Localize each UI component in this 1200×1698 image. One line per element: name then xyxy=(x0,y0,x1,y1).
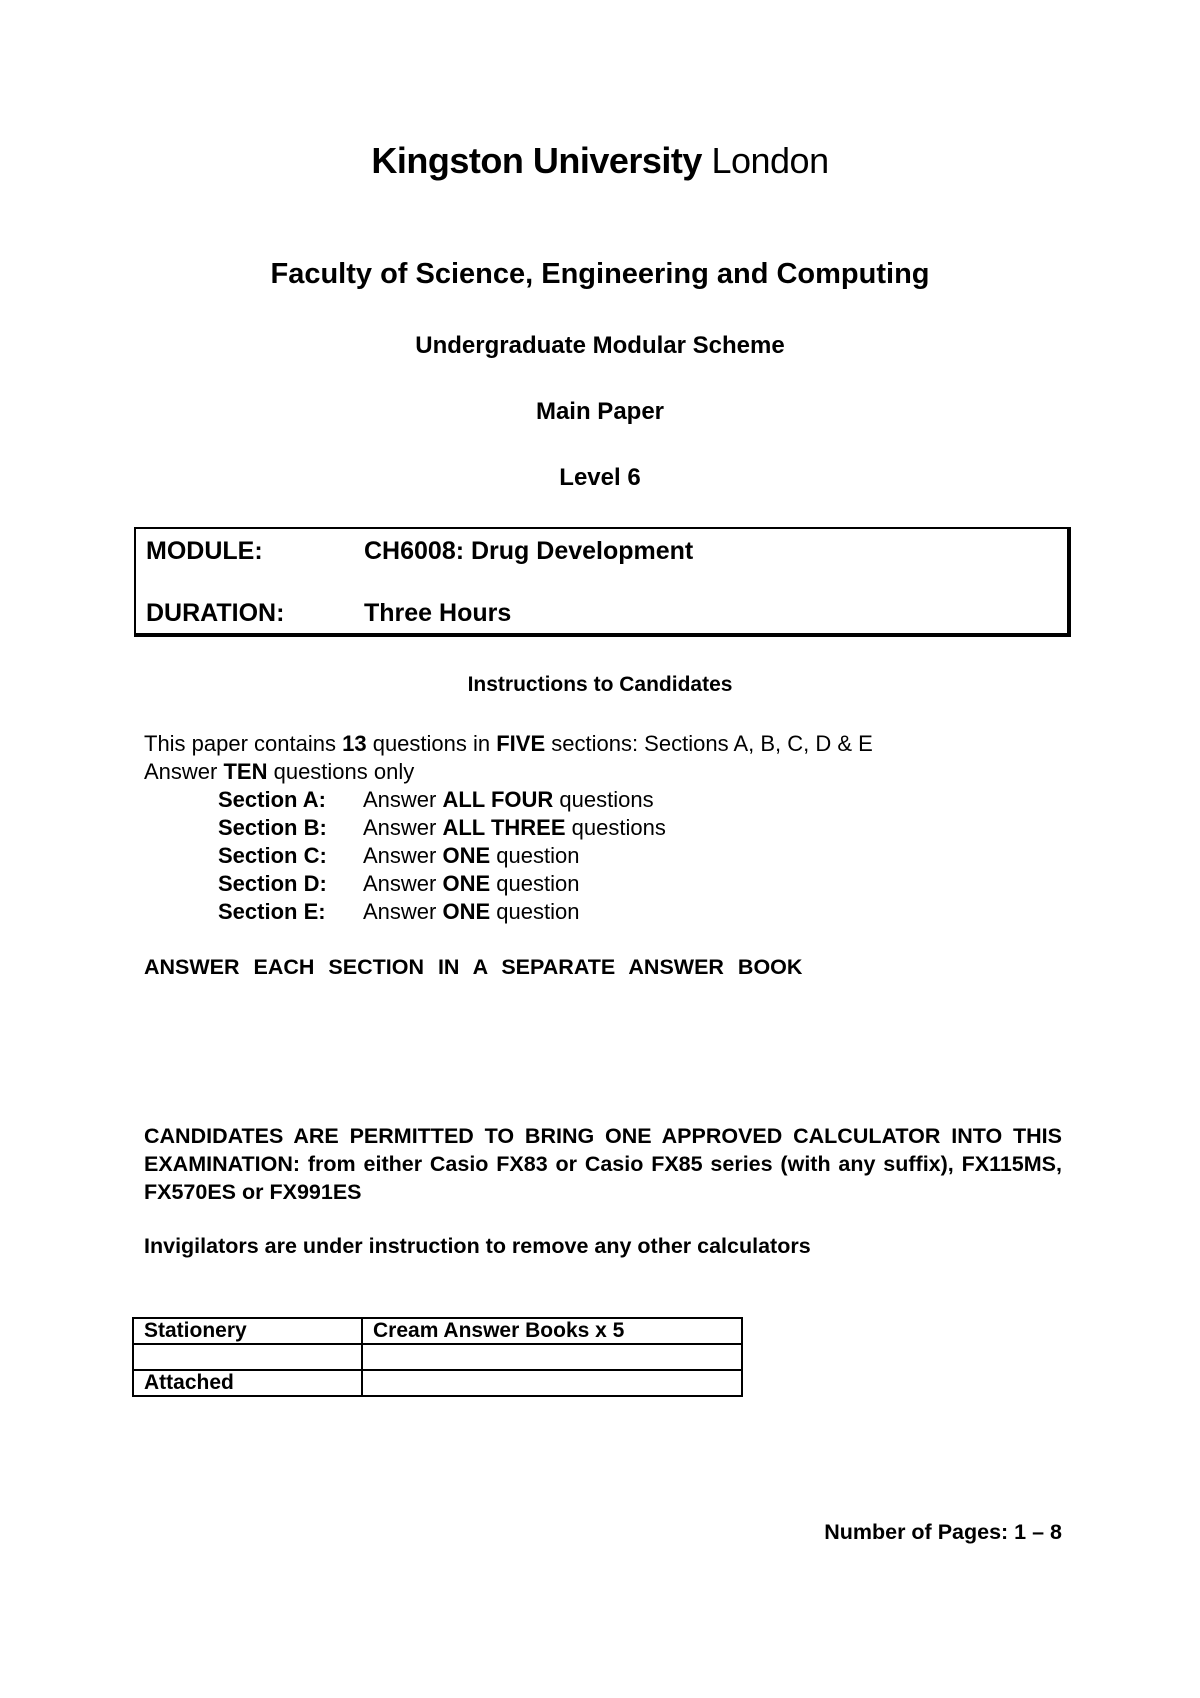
duration-row xyxy=(146,599,511,628)
instructions-paragraph xyxy=(144,730,873,786)
table-row xyxy=(133,1344,742,1370)
separate-books-notice: ANSWER EACH SECTION IN A SEPARATE ANSWER BOOK xyxy=(144,955,803,979)
module-row xyxy=(146,537,693,566)
module-value: CH6008: Drug Development xyxy=(364,537,694,565)
page-count: Number of Pages: 1 – 8 xyxy=(824,1520,1062,1544)
level-title: Level 6 xyxy=(559,464,641,491)
section-item: Section C: Answer ONE question xyxy=(218,843,580,868)
section-item: Section A: Answer ALL FOUR questions xyxy=(218,787,654,812)
table-cell: Attached xyxy=(133,1370,362,1396)
section-list xyxy=(218,786,666,926)
calculator-notice: CANDIDATES ARE PERMITTED TO BRING ONE APPROVED CALCULATOR INTO THIS EXAMINATION: from either Casio FX83 or Casio FX85 series (with any suffix), FX115MS, FX570ES or FX991ES xyxy=(144,1124,1062,1204)
module-label: MODULE: xyxy=(146,537,263,565)
table-cell xyxy=(362,1344,742,1370)
logo-city: London xyxy=(711,140,829,181)
table-cell xyxy=(362,1370,742,1396)
section-item: Section B: Answer ALL THREE questions xyxy=(218,815,666,840)
table-cell: Stationery xyxy=(133,1318,362,1344)
section-item: Section E: Answer ONE question xyxy=(218,899,580,924)
scheme-title: Undergraduate Modular Scheme xyxy=(415,332,785,359)
table-cell: Cream Answer Books x 5 xyxy=(362,1318,742,1344)
table-row xyxy=(133,1318,742,1344)
table-row xyxy=(133,1370,742,1396)
table-cell xyxy=(133,1344,362,1370)
answer-count-line: Answer TEN questions only xyxy=(144,759,415,784)
section-item: Section D: Answer ONE question xyxy=(218,871,580,896)
university-logo xyxy=(0,140,1200,182)
duration-label: DURATION: xyxy=(146,599,285,627)
paper-title: Main Paper xyxy=(535,398,665,425)
faculty-title: Faculty of Science, Engineering and Computing xyxy=(270,258,930,290)
stationery-table xyxy=(132,1317,743,1397)
logo-name: Kingston University xyxy=(371,140,702,181)
invigilators-notice: Invigilators are under instruction to remove any other calculators xyxy=(144,1234,811,1258)
module-box xyxy=(134,527,1071,637)
questions-count-line: This paper contains 13 questions in FIVE sections: Sections A, B, C, D & E xyxy=(144,731,873,756)
instructions-heading: Instructions to Candidates xyxy=(467,673,733,696)
duration-value: Three Hours xyxy=(364,599,512,627)
